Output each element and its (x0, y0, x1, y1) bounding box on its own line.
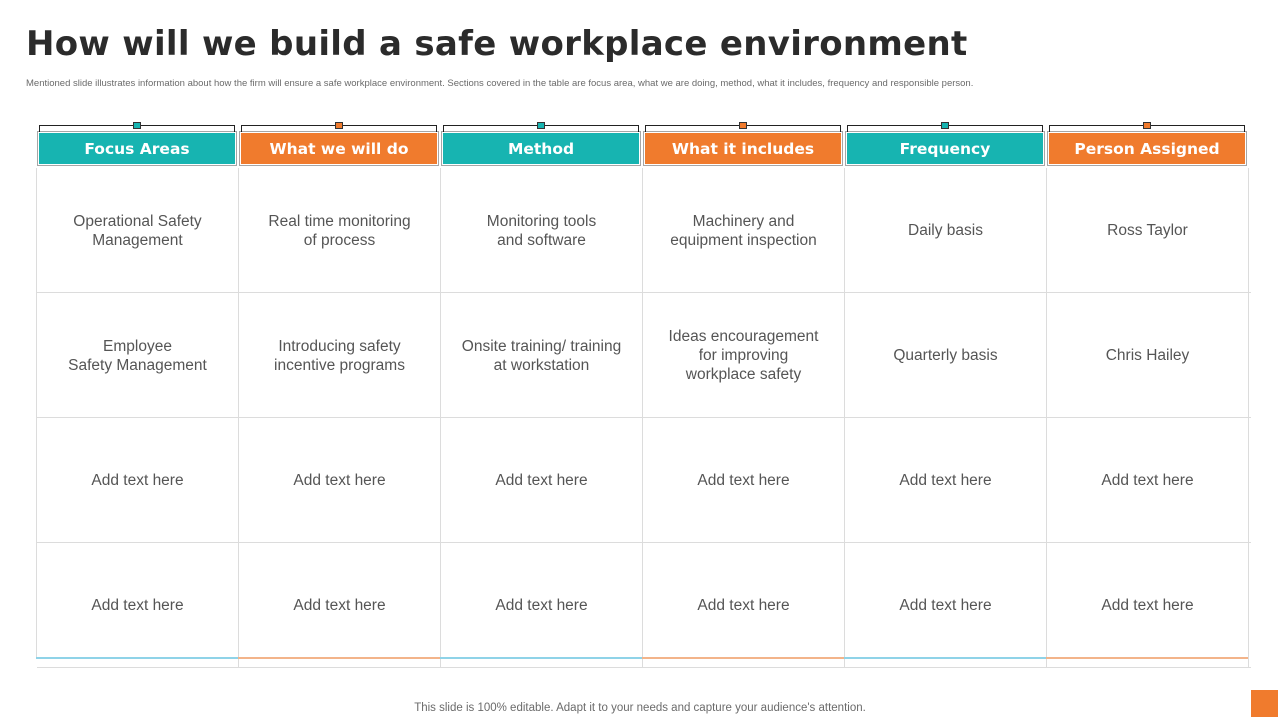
table-cell: Quarterly basis (845, 293, 1047, 418)
column-header-label: Person Assigned (1048, 132, 1246, 165)
column-header-label: What we will do (240, 132, 438, 165)
safety-table (36, 120, 1250, 660)
table-cell: Machinery and equipment inspection (643, 168, 845, 293)
column-header-label: Focus Areas (38, 132, 236, 165)
table-cell: Add text here (37, 543, 239, 668)
table-cell: Introducing safety incentive programs (239, 293, 441, 418)
table-cell: Ideas encouragement for improving workplace safety (643, 293, 845, 418)
table-cell: Add text here (1047, 543, 1249, 668)
table-cell: Onsite training/ training at workstation (441, 293, 643, 418)
table-cell: Add text here (1047, 418, 1249, 543)
table-row (37, 168, 1251, 293)
table-cell: Add text here (441, 418, 643, 543)
column-header-label: Frequency (846, 132, 1044, 165)
column-header-label: Method (442, 132, 640, 165)
corner-accent-square (1251, 690, 1278, 717)
header-marker-square (335, 122, 343, 129)
column-bottom-accent-line (238, 657, 440, 659)
slide-subtitle: Mentioned slide illustrates information about how the firm will ensure a safe workplace environment. Sections covered in the table are focus area, what we are doing, method, what it includes, frequency and responsible person. (26, 78, 974, 89)
table-cell: Add text here (845, 543, 1047, 668)
header-marker-square (133, 122, 141, 129)
column-header (36, 120, 238, 168)
slide-title: How will we build a safe workplace environment (26, 24, 968, 64)
column-bottom-accent-line (36, 657, 238, 659)
column-bottom-accent-line (1046, 657, 1248, 659)
table-cell: Add text here (643, 543, 845, 668)
column-header (1046, 120, 1248, 168)
table-body (36, 168, 1250, 658)
header-marker-square (1143, 122, 1151, 129)
table-cell: Add text here (643, 418, 845, 543)
column-header (642, 120, 844, 168)
table-cell: Chris Hailey (1047, 293, 1249, 418)
column-bottom-accent-line (440, 657, 642, 659)
table-row (37, 543, 1251, 668)
column-header (844, 120, 1046, 168)
header-marker-square (941, 122, 949, 129)
slide-footer-note: This slide is 100% editable. Adapt it to your needs and capture your audience's attention. (414, 702, 866, 714)
table-cell: Add text here (441, 543, 643, 668)
column-bottom-accent-line (642, 657, 844, 659)
table-cell: Ross Taylor (1047, 168, 1249, 293)
table-cell: Operational Safety Management (37, 168, 239, 293)
header-marker-square (537, 122, 545, 129)
header-marker-square (739, 122, 747, 129)
table-cell: Add text here (239, 543, 441, 668)
column-bottom-accent-line (844, 657, 1046, 659)
table-cell: Add text here (37, 418, 239, 543)
table-cell: Real time monitoring of process (239, 168, 441, 293)
table-cell: Daily basis (845, 168, 1047, 293)
column-header (238, 120, 440, 168)
column-header (440, 120, 642, 168)
table-header-row (36, 120, 1250, 168)
table-row (37, 293, 1251, 418)
table-cell: Monitoring tools and software (441, 168, 643, 293)
table-cell: Employee Safety Management (37, 293, 239, 418)
table-row (37, 418, 1251, 543)
column-header-label: What it includes (644, 132, 842, 165)
table-cell: Add text here (845, 418, 1047, 543)
table-cell: Add text here (239, 418, 441, 543)
